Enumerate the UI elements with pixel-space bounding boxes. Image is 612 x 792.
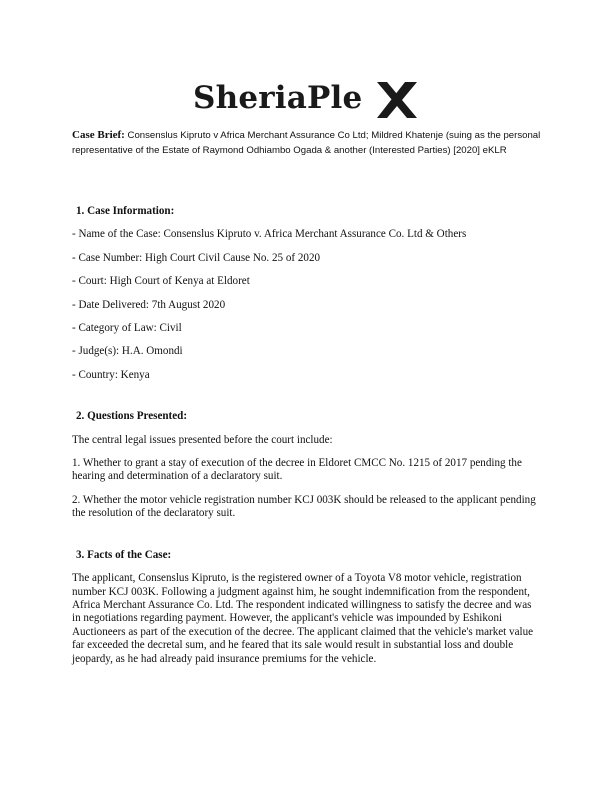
info-date-delivered: - Date Delivered: 7th August 2020 (72, 298, 226, 311)
section-heading: 1. Case Information: (76, 205, 175, 217)
question-1: 1. Whether to grant a stay of execution of the decree in Eldoret CMCC No. 1215 of 2017 pending the hearing and determination of a declaratory suit. (72, 457, 522, 483)
info-category: - Category of Law: Civil (72, 322, 182, 335)
section-facts (72, 549, 542, 666)
questions-intro: The central legal issues presented before the court include: (72, 433, 333, 446)
info-judges: - Judge(s): H.A. Omondi (72, 345, 183, 358)
section-heading: 3. Facts of the Case: (76, 548, 172, 561)
info-case-name: - Name of the Case: Consenslus Kipruto v. Africa Merchant Assurance Co. Ltd & Others (72, 228, 467, 241)
sheriaplex-logo (0, 76, 612, 124)
case-brief-label: Case Brief: (72, 129, 125, 141)
case-brief-title (72, 128, 542, 158)
facts-paragraph: The applicant, Consenslus Kipruto, is the registered owner of a Toyota V8 motor vehicle, registration number KCJ 003K. Following a judgment against him, he sought indemnification from the respondent, Africa Merchant Assurance Co. Ltd. The respondent indicated willingness to satisfy the decree and was in negotiations regarding payment. However, the applicant's vehicle was impounded by Eshikoni Auctioneers as part of the execution of the decree. The applicant claimed that the vehicle's market value far exceeded the decretal sum, and he feared that its sale would result in substantial loss and double jeopardy, as he had already paid insurance premiums for the vehicle. (72, 572, 534, 665)
section-case-information (72, 205, 542, 382)
section-questions-presented (72, 410, 542, 520)
info-country: - Country: Kenya (72, 368, 150, 381)
question-2: 2. Whether the motor vehicle registration number KCJ 003K should be released to the applicant pending the resolution of the declaratory suit. (72, 493, 536, 520)
x-mark-icon (375, 80, 419, 120)
section-heading: 2. Questions Presented: (76, 410, 188, 423)
logo-text: SheriaPle (193, 80, 363, 116)
case-brief-text: Consenslus Kipruto v Africa Merchant Assurance Co Ltd; Mildred Khatenje (suing as the personal representative of the Estate of Raymond Odhiambo Ogada & another (Interested Parties) [2020] eKLR (72, 130, 541, 156)
info-court: - Court: High Court of Kenya at Eldoret (72, 275, 250, 288)
document-body (72, 205, 542, 666)
info-case-number: - Case Number: High Court Civil Cause No. 25 of 2020 (72, 251, 321, 264)
